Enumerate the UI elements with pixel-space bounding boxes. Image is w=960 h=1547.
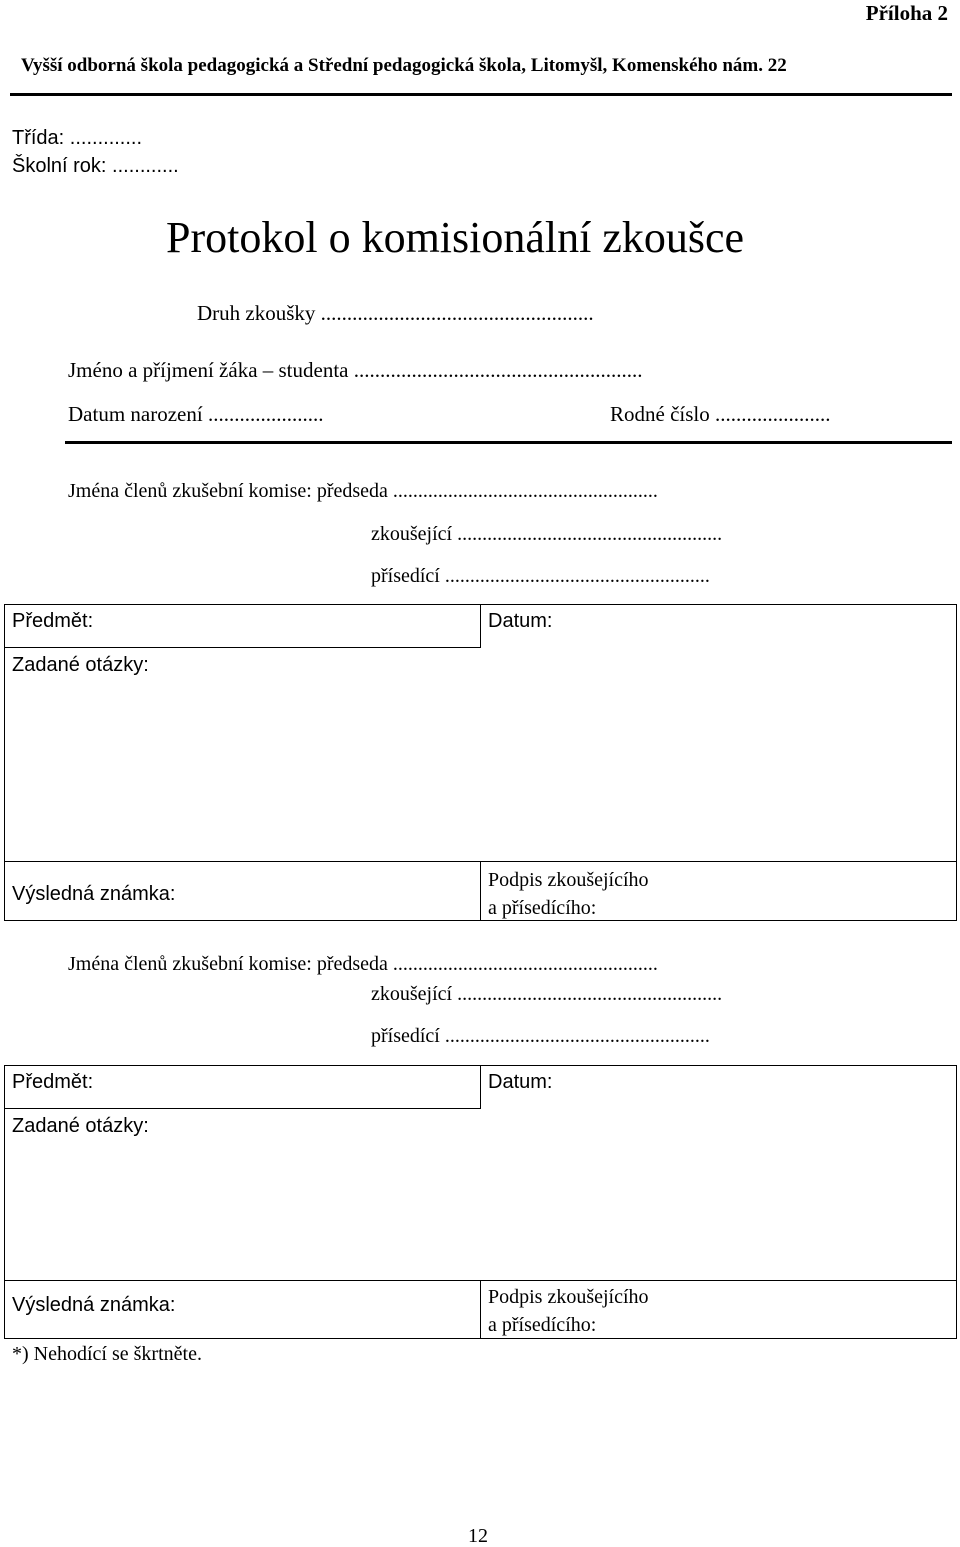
table-divider xyxy=(480,861,481,921)
class-line: Třída: ............. xyxy=(12,127,143,149)
table-divider xyxy=(5,647,480,648)
info-rule xyxy=(65,441,952,444)
header-rule xyxy=(10,93,952,96)
grade-label: Výsledná známka: xyxy=(12,1294,176,1316)
subject-label: Předmět: xyxy=(12,1071,94,1093)
exam-record-table xyxy=(4,604,957,921)
committee-assessor-line: přísedící ..................................................... xyxy=(371,1025,710,1047)
table-divider xyxy=(480,605,481,648)
school-name: Vyšší odborná škola pedagogická a Střední pedagogická škola, Litomyšl, Komenského nám. 22 xyxy=(21,55,787,76)
questions-label: Zadané otázky: xyxy=(12,654,149,676)
signature-label-2: a přísedícího: xyxy=(488,897,597,919)
grade-label: Výsledná známka: xyxy=(12,883,176,905)
date-label: Datum: xyxy=(488,610,553,632)
committee-examiner-line: zkoušející ..................................................... xyxy=(371,523,723,545)
questions-label: Zadané otázky: xyxy=(12,1115,149,1137)
committee-chair-line: Jména členů zkušební komise: předseda ..................................................... xyxy=(68,480,658,502)
committee-assessor-line: přísedící ..................................................... xyxy=(371,565,710,587)
school-year-line: Školní rok: ............ xyxy=(12,155,179,177)
page-number: 12 xyxy=(468,1525,488,1547)
subject-label: Předmět: xyxy=(12,610,94,632)
birth-date-line: Datum narození ...................... xyxy=(68,402,324,426)
signature-label: Podpis zkoušejícího xyxy=(488,1286,649,1308)
table-divider xyxy=(5,1108,480,1109)
annex-label: Příloha 2 xyxy=(865,1,948,25)
student-name-line: Jméno a příjmení žáka – studenta ....................................................... xyxy=(68,358,643,382)
exam-type-line: Druh zkoušky .................................................... xyxy=(197,301,594,325)
date-label: Datum: xyxy=(488,1071,553,1093)
committee-chair-line: Jména členů zkušební komise: předseda ..................................................... xyxy=(68,953,658,975)
birth-number-line: Rodné číslo ...................... xyxy=(610,402,831,426)
exam-record-table xyxy=(4,1065,957,1339)
table-divider xyxy=(480,1280,481,1339)
page-title: Protokol o komisionální zkoušce xyxy=(166,213,745,262)
table-divider xyxy=(480,1066,481,1109)
signature-label: Podpis zkoušejícího xyxy=(488,869,649,891)
footnote: *) Nehodící se škrtněte. xyxy=(12,1343,202,1365)
committee-examiner-line: zkoušející ..................................................... xyxy=(371,983,723,1005)
signature-label-2: a přísedícího: xyxy=(488,1314,597,1336)
